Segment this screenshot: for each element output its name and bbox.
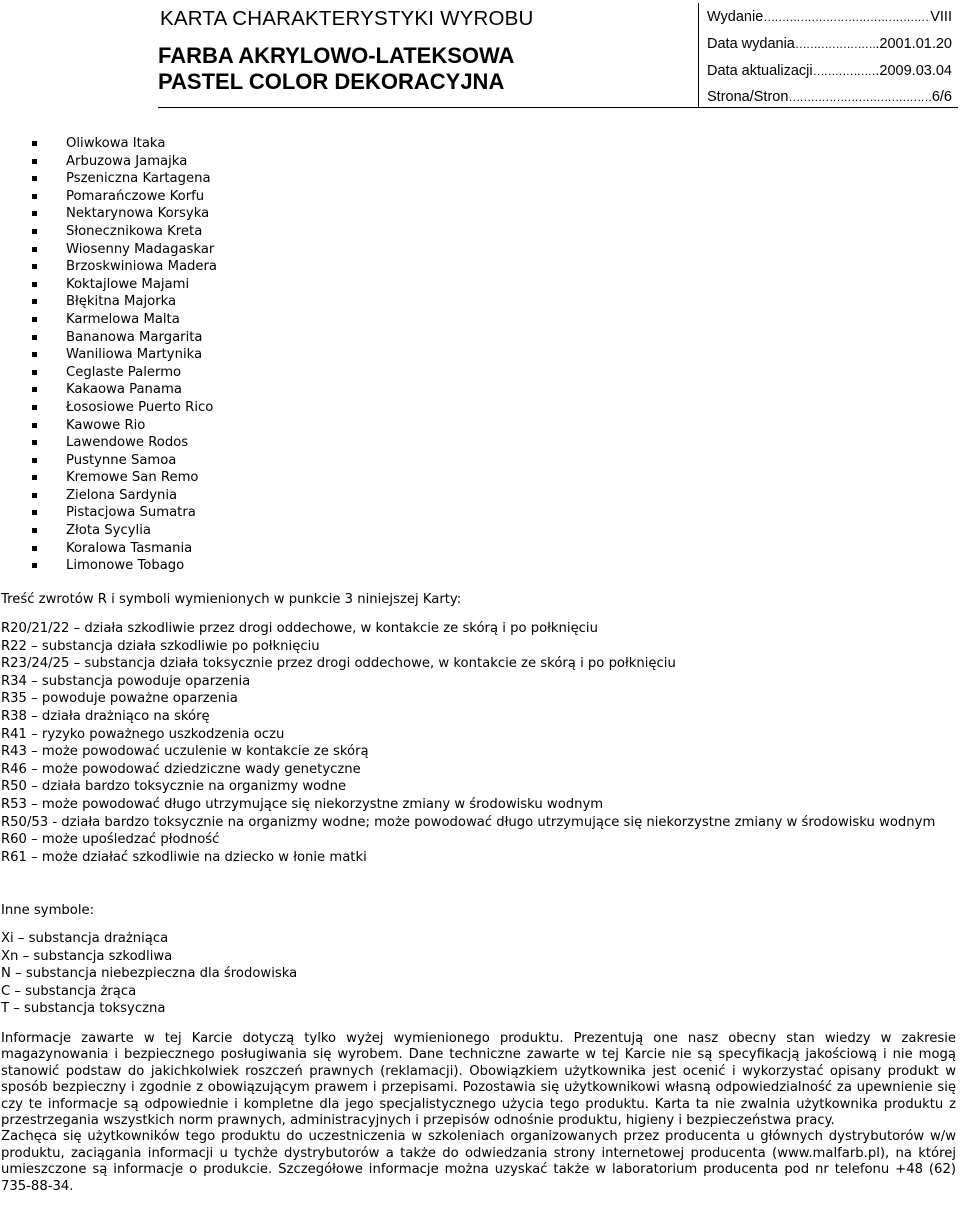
r-phrase-item: R23/24/25 – substancja działa toksycznie przez drogi oddechowe, w kontakcie ze skórą i po połknięciu: [1, 656, 676, 672]
symbol-item: N – substancja niebezpieczna dla środowiska: [1, 966, 298, 982]
color-list-item: Złota Sycylia: [0, 522, 217, 540]
color-list-item: Oliwkowa Itaka: [0, 135, 217, 153]
color-list-item: Pustynne Samoa: [0, 452, 217, 470]
square-bullet-icon: [32, 159, 37, 164]
square-bullet-icon: [32, 458, 37, 463]
leader-dots: [813, 63, 876, 79]
color-list-item: Ceglaste Palermo: [0, 364, 217, 382]
color-list-item: Wiosenny Madagaskar: [0, 241, 217, 259]
document-type-title: KARTA CHARAKTERYSTYKI WYROBU: [160, 7, 534, 30]
training-paragraph: Zachęca się użytkowników tego produktu do uczestniczenia w szkoleniach organizowanych przez producenta u głównych dystrybutorów w/w produktu, zaciągania informacji u tychże dystrybutorów a także do odwiedzania strony internetowej producenta (www.malfarb.pl), na której umieszczone są informacje o produkcie. Szczegółowe informacje można uzyskać także w laboratorium producenta pod nr telefonu +48 (62) 735-88-34.: [1, 1129, 956, 1194]
edition-row: [707, 9, 952, 25]
square-bullet-icon: [32, 141, 37, 146]
r-phrase-item: R43 – może powodować uczulenie w kontakcie ze skórą: [1, 744, 369, 760]
color-list-item: Nektarynowa Korsyka: [0, 205, 217, 223]
header-meta-block: [698, 3, 959, 107]
product-name-line2: PASTEL COLOR DEKORACYJNA: [158, 69, 505, 94]
color-list-item: Arbuzowa Jamajka: [0, 153, 217, 171]
color-list-item: Błękitna Majorka: [0, 293, 217, 311]
square-bullet-icon: [32, 317, 37, 322]
square-bullet-icon: [32, 423, 37, 428]
document-header: [158, 3, 958, 108]
color-list-item: Łososiowe Puerto Rico: [0, 399, 217, 417]
edition-value: VIII: [930, 9, 952, 25]
page-number-label: Strona/Stron: [707, 89, 789, 105]
r-phrase-item: R50 – działa bardzo toksycznie na organizmy wodne: [1, 779, 347, 795]
color-list-item: Pistacjowa Sumatra: [0, 504, 217, 522]
r-phrase-item: R50/53 - działa bardzo toksycznie na organizmy wodne; może powodować długo utrzymujące się niekorzystne zmiany w środowisku wodnym: [1, 814, 936, 830]
square-bullet-icon: [32, 335, 37, 340]
symbol-item: Xn – substancja szkodliwa: [1, 948, 173, 964]
color-list-item: Brzoskwiniowa Madera: [0, 258, 217, 276]
square-bullet-icon: [32, 563, 37, 568]
color-list-item: Lawendowe Rodos: [0, 434, 217, 452]
color-list-item: Zielona Sardynia: [0, 487, 217, 505]
square-bullet-icon: [32, 493, 37, 498]
color-list-item: Kawowe Rio: [0, 417, 217, 435]
page-number-value: 6/6: [931, 89, 952, 105]
product-name-line1: FARBA AKRYLOWO-LATEKSOWA: [158, 43, 515, 68]
square-bullet-icon: [32, 211, 37, 216]
square-bullet-icon: [32, 510, 37, 515]
r-phrase-item: R38 – działa drażniąco na skórę: [1, 708, 210, 724]
square-bullet-icon: [32, 528, 37, 533]
color-list-item: Bananowa Margarita: [0, 329, 217, 347]
square-bullet-icon: [32, 405, 37, 410]
symbols-intro: Inne symbole:: [1, 903, 95, 918]
disclaimer-paragraph: Informacje zawarte w tej Karcie dotyczą tylko wyżej wymienionego produktu. Prezentują one nasz obecny stan wiedzy w zakresie magazynowania i bezpiecznego posługiwania się wyrobem. Dane techniczne zawarte w tej Karcie nie są specyfikacją jakościową i nie mogą stanowić podstaw do jakichkolwiek roszczeń prawnych (reklamacji). Obowiązkiem użytkownika jest ocenić i wykorzystać opisany produkt w sposób bezpieczny i zgodnie z obowiązującym prawem i przepisami. Pozostawia się użytkownikowi własną odpowiedzialność za upewnienie się czy te informacje są odpowiednie i kompletne dla jego specjalistycznego użycia tego produktu. Karta ta nie zwalnia użytkownika produktu z przestrzegania wszystkich norm prawnych, administracyjnych i przepisów odnośnie produktu, higieny i bezpieczeństwa pracy.: [1, 1031, 956, 1129]
symbols-list: [1, 930, 297, 1018]
color-list-item: Słonecznikowa Kreta: [0, 223, 217, 241]
square-bullet-icon: [32, 264, 37, 269]
color-list-item: Waniliowa Martynika: [0, 346, 217, 364]
square-bullet-icon: [32, 282, 37, 287]
color-list-item: Koralowa Tasmania: [0, 540, 217, 558]
color-list-item: Koktajlowe Majami: [0, 276, 217, 294]
issue-date-row: [707, 36, 952, 52]
issue-date-label: Data wydania: [707, 36, 795, 52]
color-list-item: Pomarańczowe Korfu: [0, 188, 217, 206]
disclaimer-block: [1, 1031, 956, 1195]
r-phrase-item: R53 – może powodować długo utrzymujące się niekorzystne zmiany w środowisku wodnym: [1, 796, 604, 812]
r-phrase-item: R60 – może upośledzać płodność: [1, 832, 220, 848]
color-list-item: Pszeniczna Kartagena: [0, 170, 217, 188]
color-list: [0, 135, 217, 575]
page-number-row: [707, 89, 952, 105]
edition-label: Wydanie: [707, 9, 764, 25]
square-bullet-icon: [32, 194, 37, 199]
r-phrase-item: R35 – powoduje poważne oparzenia: [1, 691, 238, 707]
r-phrases-list: [1, 620, 956, 866]
leader-dots: [763, 9, 930, 25]
square-bullet-icon: [32, 299, 37, 304]
r-phrase-item: R22 – substancja działa szkodliwie po połknięciu: [1, 638, 320, 654]
issue-date-value: .2001.01.20: [875, 36, 952, 52]
leader-dots: [795, 36, 876, 52]
color-list-item: Limonowe Tobago: [0, 557, 217, 575]
square-bullet-icon: [32, 370, 37, 375]
color-list-item: Kremowe San Remo: [0, 469, 217, 487]
symbol-item: T – substancja toksyczna: [1, 1001, 166, 1017]
square-bullet-icon: [32, 440, 37, 445]
r-phrases-intro: Treść zwrotów R i symboli wymienionych w punkcie 3 niniejszej Karty:: [1, 592, 462, 607]
leader-dots: [788, 89, 931, 105]
r-phrase-item: R46 – może powodować dziedziczne wady genetyczne: [1, 761, 361, 777]
r-phrase-item: R61 – może działać szkodliwie na dziecko w łonie matki: [1, 849, 367, 865]
update-date-label: Data aktualizacji: [707, 63, 813, 79]
r-phrase-item: R20/21/22 – działa szkodliwie przez drogi oddechowe, w kontakcie ze skórą i po połknięciu: [1, 621, 598, 636]
square-bullet-icon: [32, 475, 37, 480]
symbol-item: C – substancja żrąca: [1, 983, 137, 999]
r-phrase-item: R34 – substancja powoduje oparzenia: [1, 673, 251, 689]
square-bullet-icon: [32, 247, 37, 252]
r-phrase-item: R41 – ryzyko poważnego uszkodzenia oczu: [1, 726, 285, 742]
header-title-block: [158, 3, 698, 107]
update-date-row: [707, 63, 952, 79]
symbol-item: Xi – substancja drażniąca: [1, 931, 169, 946]
square-bullet-icon: [32, 229, 37, 234]
update-date-value: .2009.03.04: [875, 63, 952, 79]
square-bullet-icon: [32, 387, 37, 392]
color-list-item: Karmelowa Malta: [0, 311, 217, 329]
square-bullet-icon: [32, 546, 37, 551]
color-list-item: Kakaowa Panama: [0, 381, 217, 399]
square-bullet-icon: [32, 176, 37, 181]
square-bullet-icon: [32, 352, 37, 357]
